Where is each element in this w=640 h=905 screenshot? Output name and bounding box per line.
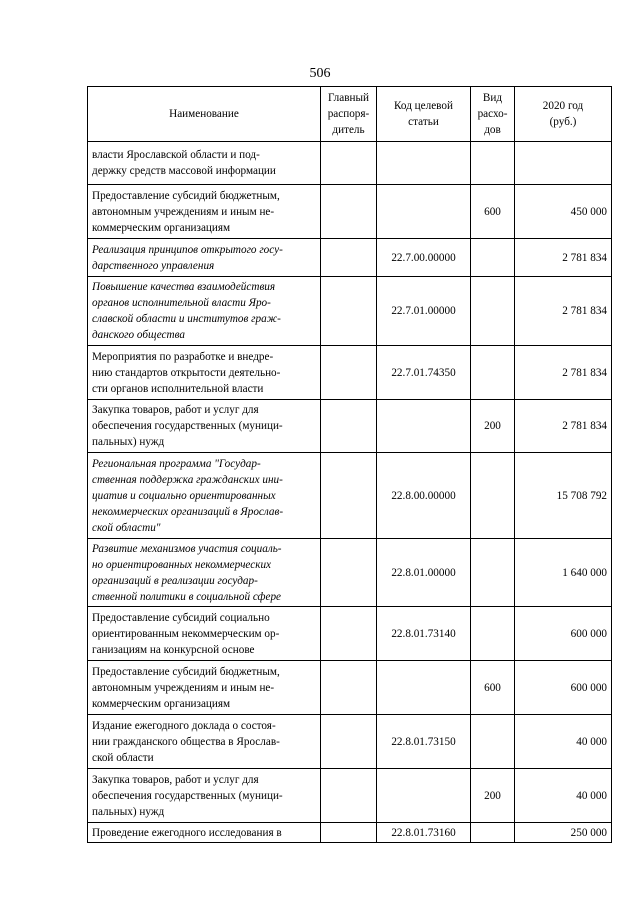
row-chief	[321, 715, 377, 769]
table-row	[88, 346, 612, 400]
row-kind	[471, 346, 515, 400]
table-row	[88, 607, 612, 661]
row-name	[88, 185, 321, 239]
row-name-line: но ориентированных некоммерческих	[92, 558, 272, 571]
row-name-line: власти Ярославской области и под-	[92, 149, 260, 161]
row-sum: 15 708 792	[515, 453, 612, 539]
row-name	[88, 142, 321, 185]
table-row	[88, 400, 612, 453]
row-code: 22.8.00.00000	[377, 453, 471, 539]
row-chief	[321, 185, 377, 239]
row-chief	[321, 453, 377, 539]
row-name	[88, 239, 321, 277]
row-kind	[471, 239, 515, 277]
row-name-line: сти органов исполнительной власти	[92, 382, 264, 395]
row-name-line: коммерческим организациям	[92, 697, 231, 710]
row-name-line: Издание ежегодного доклада о состоя-	[92, 719, 276, 732]
row-name-line: организаций в реализации государ-	[92, 574, 258, 587]
header-chief: Главный распоря- дитель	[321, 87, 377, 142]
header-sum: 2020 год (руб.)	[515, 87, 612, 142]
row-chief	[321, 142, 377, 185]
row-name-line: данского общества	[92, 329, 185, 341]
row-name-line: Региональная программа "Государ-	[92, 457, 261, 470]
row-sum: 600 000	[515, 607, 612, 661]
row-sum: 450 000	[515, 185, 612, 239]
row-chief	[321, 823, 377, 843]
row-chief	[321, 239, 377, 277]
row-code: 22.7.01.00000	[377, 277, 471, 346]
table-row	[88, 277, 612, 346]
row-chief	[321, 346, 377, 400]
row-name	[88, 607, 321, 661]
row-kind: 600	[471, 661, 515, 715]
row-name-line: Закупка товаров, работ и услуг для	[92, 404, 259, 416]
header-code: Код целевой статьи	[377, 87, 471, 142]
row-code	[377, 142, 471, 185]
row-name-line: пальных) нужд	[92, 436, 165, 448]
row-kind	[471, 539, 515, 607]
row-sum: 40 000	[515, 715, 612, 769]
row-kind: 600	[471, 185, 515, 239]
table-row	[88, 769, 612, 823]
table-row	[88, 142, 612, 185]
row-code: 22.8.01.73140	[377, 607, 471, 661]
row-kind: 200	[471, 400, 515, 453]
row-code	[377, 185, 471, 239]
row-name	[88, 453, 321, 539]
row-kind	[471, 715, 515, 769]
row-name-line: Предоставление субсидий бюджетным,	[92, 189, 280, 202]
row-code: 22.7.00.00000	[377, 239, 471, 277]
row-name-line: Реализация принципов открытого госу-	[92, 243, 283, 256]
row-name	[88, 715, 321, 769]
row-name-line: ориентированным некоммерческим ор-	[92, 627, 280, 640]
table-row	[88, 715, 612, 769]
row-code: 22.8.01.73150	[377, 715, 471, 769]
header-name: Наименование	[88, 87, 321, 142]
row-name	[88, 661, 321, 715]
row-name-line: ской области"	[92, 521, 161, 534]
row-name	[88, 769, 321, 823]
row-chief	[321, 277, 377, 346]
budget-table	[87, 86, 612, 843]
row-name-line: Мероприятия по разработке и внедре-	[92, 350, 274, 363]
row-name-line: ганизациям на конкурсной основе	[92, 643, 255, 656]
row-name-line: нию стандартов открытости деятельно-	[92, 366, 281, 379]
row-name	[88, 539, 321, 607]
row-sum: 600 000	[515, 661, 612, 715]
row-chief	[321, 607, 377, 661]
row-name-line: Закупка товаров, работ и услуг для	[92, 773, 259, 786]
row-name-line: органов исполнительной власти Яро-	[92, 297, 271, 309]
row-sum: 250 000	[515, 823, 612, 843]
row-code	[377, 769, 471, 823]
header-kind: Вид расхо- дов	[471, 87, 515, 142]
row-chief	[321, 400, 377, 453]
table-row	[88, 661, 612, 715]
table-row	[88, 823, 612, 843]
row-name-line: пальных) нужд	[92, 805, 165, 818]
row-kind	[471, 277, 515, 346]
table-body	[88, 142, 612, 843]
row-name-line: Проведение ежегодного исследования в	[92, 826, 282, 839]
row-chief	[321, 769, 377, 823]
row-kind: 200	[471, 769, 515, 823]
row-sum: 40 000	[515, 769, 612, 823]
row-name	[88, 823, 321, 843]
row-name-line: автономным учреждениям и иным не-	[92, 681, 275, 694]
row-sum: 2 781 834	[515, 346, 612, 400]
row-name-line: некоммерческих организаций в Ярослав-	[92, 505, 284, 518]
row-sum: 2 781 834	[515, 400, 612, 453]
header-row	[88, 87, 612, 142]
row-sum: 2 781 834	[515, 277, 612, 346]
row-code: 22.7.01.74350	[377, 346, 471, 400]
row-name-line: циатив и социально ориентированных	[92, 489, 276, 502]
row-code: 22.8.01.73160	[377, 823, 471, 843]
row-name-line: Предоставление субсидий социально	[92, 611, 270, 624]
row-kind	[471, 607, 515, 661]
row-name-line: Повышение качества взаимодействия	[92, 281, 276, 293]
row-kind	[471, 142, 515, 185]
row-name	[88, 400, 321, 453]
row-code	[377, 400, 471, 453]
row-name-line: ственная поддержка гражданских ини-	[92, 473, 283, 486]
table-row	[88, 539, 612, 607]
row-name-line: обеспечения государственных (муници-	[92, 420, 283, 432]
row-name-line: ской области	[92, 751, 154, 764]
row-name-line: Развитие механизмов участия социаль-	[92, 542, 282, 555]
row-name-line: ственной политики в социальной сфере	[92, 590, 282, 603]
row-name-line: нии гражданского общества в Ярослав-	[92, 735, 280, 748]
table-row	[88, 453, 612, 539]
row-name-line: славской области и институтов граж-	[92, 313, 281, 325]
row-sum: 1 640 000	[515, 539, 612, 607]
row-sum	[515, 142, 612, 185]
row-sum: 2 781 834	[515, 239, 612, 277]
row-name	[88, 277, 321, 346]
table-row	[88, 185, 612, 239]
row-name-line: дарственного управления	[92, 259, 215, 272]
row-name	[88, 346, 321, 400]
row-kind	[471, 823, 515, 843]
row-name-line: коммерческим организациям	[92, 221, 231, 234]
table-row	[88, 239, 612, 277]
row-code	[377, 661, 471, 715]
row-name-line: держку средств массовой информации	[92, 165, 276, 177]
row-kind	[471, 453, 515, 539]
row-name-line: обеспечения государственных (муници-	[92, 789, 283, 802]
row-name-line: автономным учреждениям и иным не-	[92, 205, 275, 218]
page-number: 506	[309, 66, 331, 81]
row-chief	[321, 539, 377, 607]
row-name-line: Предоставление субсидий бюджетным,	[92, 665, 280, 678]
row-chief	[321, 661, 377, 715]
row-code: 22.8.01.00000	[377, 539, 471, 607]
